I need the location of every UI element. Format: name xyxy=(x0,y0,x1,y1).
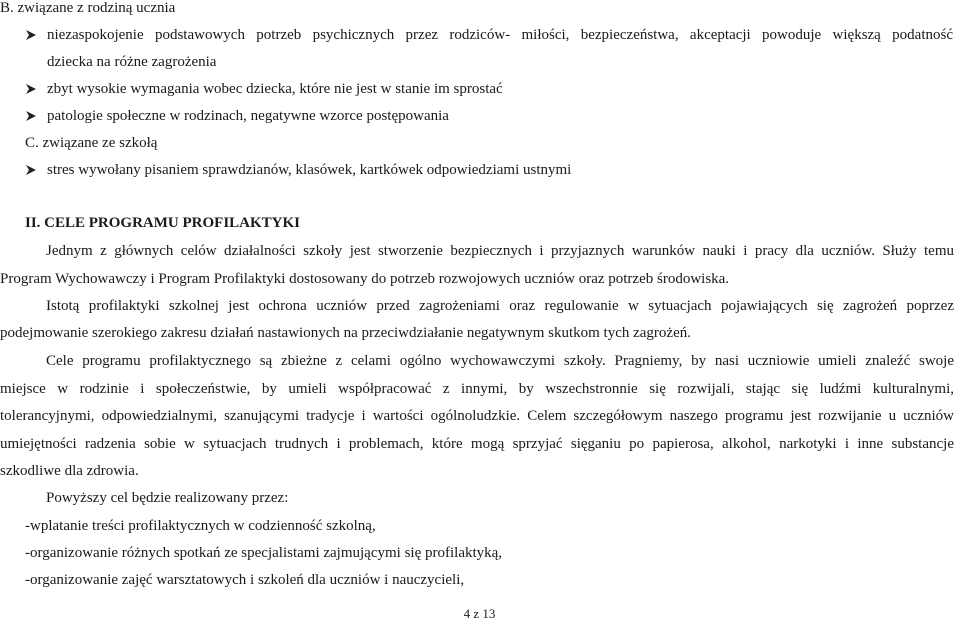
paragraph-line: Cele programu profilaktycznego są zbieżne z celami ogólno wychowawczymi szkoły. Pragniemy, by nasi uczniowie umieli znaleźć swoje xyxy=(46,353,954,369)
list-item: -organizowanie zajęć warsztatowych i szkoleń dla uczniów i nauczycieli, xyxy=(25,572,465,588)
list-item xyxy=(25,80,953,98)
list-item-text: zbyt wysokie wymagania wobec dziecka, które nie jest w stanie im sprostać xyxy=(47,81,503,97)
section-c-heading: C. związane ze szkołą xyxy=(25,135,158,151)
list-item xyxy=(25,26,953,70)
paragraph-line: umiejętności radzenia sobie w sytuacjach trudnych i problemach, które mogą sprzyjać sięganiu po papierosa, alkohol, narkotyki i inne substancje xyxy=(0,436,954,452)
paragraph-line: Jednym z głównych celów działalności szkoły jest stworzenie bezpiecznych i przyjaznych warunków nauki i pracy dla uczniów. Służy temu xyxy=(46,243,954,259)
list-item-text: niezaspokojenie podstawowych potrzeb psychicznych przez rodziców- miłości, bezpieczeństwa, akceptacji powoduje większą podatność xyxy=(47,27,953,43)
paragraph-line: szkodliwe dla zdrowia. xyxy=(0,463,139,479)
paragraph-line: Powyższy cel będzie realizowany przez: xyxy=(46,490,289,506)
arrowhead-bullet-icon xyxy=(25,80,39,98)
list-item xyxy=(25,161,953,179)
section-b-heading: B. związane z rodziną ucznia xyxy=(0,0,176,16)
paragraph-line: miejsce w rodzinie i społeczeństwie, by umieli współpracować z innymi, by wszechstronnie się rozwijali, stając się ludźmi kulturalnymi, xyxy=(0,381,954,397)
list-item-text: patologie społeczne w rodzinach, negatywne wzorce postępowania xyxy=(47,108,449,124)
arrowhead-bullet-icon xyxy=(25,107,39,125)
arrowhead-bullet-icon xyxy=(25,161,39,179)
paragraph-line: Program Wychowawczy i Program Profilaktyki dostosowany do potrzeb rozwojowych uczniów oraz potrzeb środowiska. xyxy=(0,271,730,287)
list-item: -organizowanie różnych spotkań ze specjalistami zajmującymi się profilaktyką, xyxy=(25,545,503,561)
list-item-text-cont: dziecka na różne zagrożenia xyxy=(47,54,217,70)
paragraph-line: podejmowanie szerokiego zakresu działań nastawionych na przeciwdziałanie negatywnym skutkom tych zagrożeń. xyxy=(0,325,691,341)
section-ii-heading: II. CELE PROGRAMU PROFILAKTYKI xyxy=(25,215,301,231)
list-item: -wplatanie treści profilaktycznych w codzienność szkolną, xyxy=(25,518,376,534)
arrowhead-bullet-icon xyxy=(25,26,39,44)
paragraph-line: tolerancyjnymi, odpowiedzialnymi, szanującymi tradycje i wartości ogólnoludzkie. Celem szczegółowym naszego programu jest rozwijanie u uczniów xyxy=(0,408,954,424)
page-number: 4 z 13 xyxy=(463,606,496,621)
list-item xyxy=(25,107,953,125)
list-item-text: stres wywołany pisaniem sprawdzianów, klasówek, kartkówek odpowiedziami ustnymi xyxy=(47,162,572,178)
paragraph-line: Istotą profilaktyki szkolnej jest ochrona uczniów przed zagrożeniami oraz regulowanie w sytuacjach pojawiających się zagrożeń poprzez xyxy=(46,298,954,314)
